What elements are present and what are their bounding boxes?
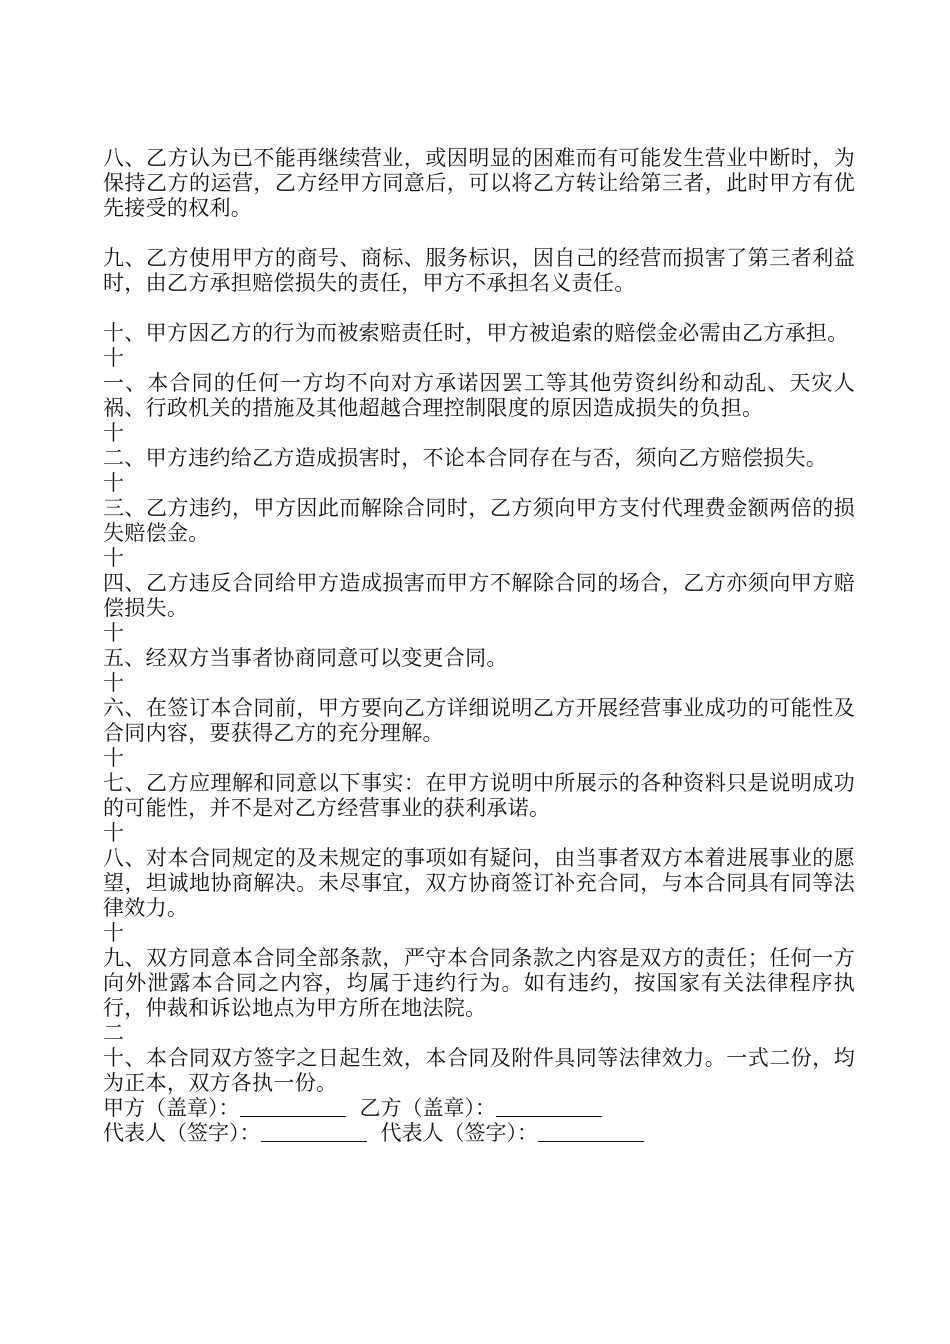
clause-18-marker: 十 xyxy=(103,821,124,845)
clause-17-marker: 十 xyxy=(103,746,124,770)
clause-15-marker: 十 xyxy=(103,621,124,645)
party-b-seal-blank xyxy=(496,1096,602,1117)
signature-row xyxy=(103,1121,855,1146)
clause-19-marker: 十 xyxy=(103,921,124,945)
clause-14-marker: 十 xyxy=(103,546,124,570)
clause-20-marker: 二 xyxy=(103,1021,124,1045)
clause-16-marker: 十 xyxy=(103,671,124,695)
clause-13: 三、乙方违约，甲方因此而解除合同时，乙方须向甲方支付代理费金额两倍的损失赔偿金。 xyxy=(103,496,855,545)
clause-16: 六、在签订本合同前，甲方要向乙方详细说明乙方开展经营事业成功的可能性及合同内容，要获得乙方的充分理解。 xyxy=(103,696,855,745)
rep-b-sign-blank xyxy=(538,1121,644,1142)
seal-row xyxy=(103,1096,855,1121)
clause-20: 十、本合同双方签字之日起生效，本合同及附件具同等法律效力。一式二份，均为正本，双方各执一份。 xyxy=(103,1046,855,1095)
clause-11-marker: 十 xyxy=(103,346,124,370)
party-b-seal-label: 乙方（盖章）： xyxy=(359,1096,496,1120)
clause-19: 九、双方同意本合同全部条款，严守本合同条款之内容是双方的责任；任何一方向外泄露本合同之内容，均属于违约行为。如有违约，按国家有关法律程序执行，仲裁和诉讼地点为甲方所在地法院。 xyxy=(103,946,855,1020)
clause-10: 十、甲方因乙方的行为而被索赔责任时，甲方被追索的赔偿金必需由乙方承担。 xyxy=(103,321,849,345)
clause-9: 九、乙方使用甲方的商号、商标、服务标识，因自己的经营而损害了第三者利益时，由乙方承担赔偿损失的责任，甲方不承担名义责任。 xyxy=(103,246,855,295)
clause-11: 一、本合同的任何一方均不向对方承诺因罢工等其他劳资纠纷和动乱、天灾人祸、行政机关的措施及其他超越合理控制限度的原因造成损失的负担。 xyxy=(103,371,855,420)
clause-12-marker: 十 xyxy=(103,421,124,445)
rep-a-sign-label: 代表人（签字）： xyxy=(103,1121,261,1145)
clause-14: 四、乙方违反合同给甲方造成损害而甲方不解除合同的场合，乙方亦须向甲方赔偿损失。 xyxy=(103,571,855,620)
clause-12: 二、甲方违约给乙方造成损害时，不论本合同存在与否，须向乙方赔偿损失。 xyxy=(103,446,828,470)
rep-b-sign-label: 代表人（签字）： xyxy=(380,1121,538,1145)
clause-17: 七、乙方应理解和同意以下事实：在甲方说明中所展示的各种资料只是说明成功的可能性，并不是对乙方经营事业的获利承诺。 xyxy=(103,771,855,820)
clause-8: 八、乙方认为已不能再继续营业，或因明显的困难而有可能发生营业中断时，为保持乙方的运营，乙方经甲方同意后，可以将乙方转让给第三者，此时甲方有优先接受的权利。 xyxy=(103,146,855,220)
clause-18: 八、对本合同规定的及未规定的事项如有疑问，由当事者双方本着进展事业的愿望，坦诚地协商解决。未尽事宜，双方协商签订补充合同，与本合同具有同等法律效力。 xyxy=(103,846,855,920)
clause-15: 五、经双方当事者协商同意可以变更合同。 xyxy=(103,646,508,670)
clause-13-marker: 十 xyxy=(103,471,124,495)
party-a-seal-label: 甲方（盖章）： xyxy=(103,1096,240,1120)
party-a-seal-blank xyxy=(240,1096,346,1117)
rep-a-sign-blank xyxy=(261,1121,367,1142)
contract-page xyxy=(103,146,855,1146)
